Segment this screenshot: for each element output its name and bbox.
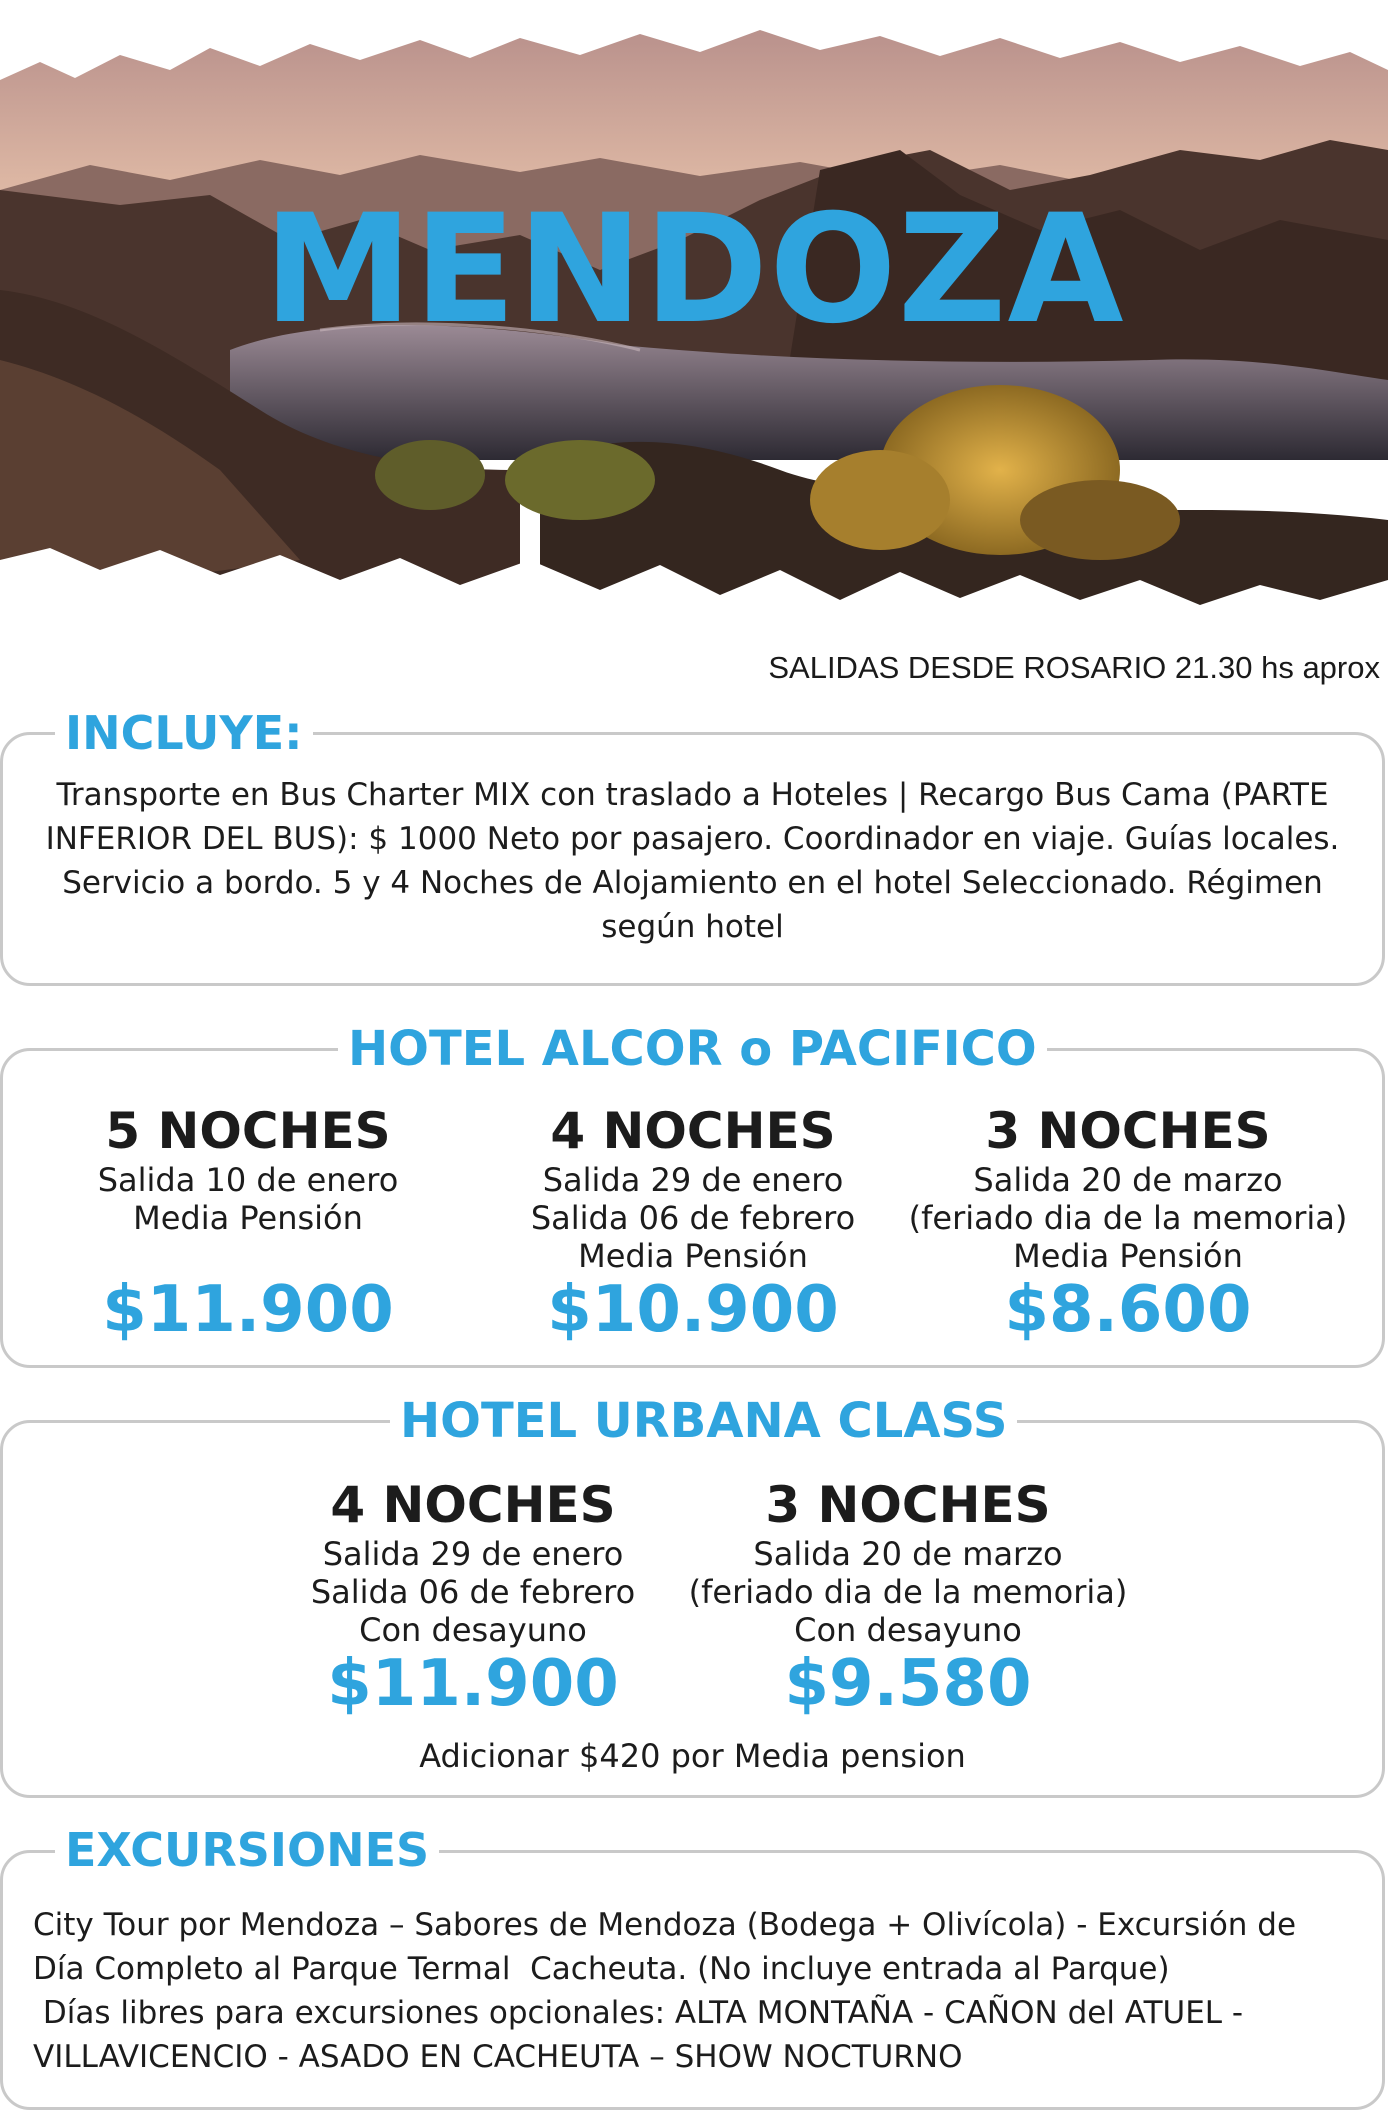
price: $8.600 bbox=[1004, 1273, 1252, 1347]
excursions-line: City Tour por Mendoza – Sabores de Mendoza (Bodega + Olivícola) - Excursión de bbox=[33, 1907, 1297, 1943]
hotel-urbana-option bbox=[283, 1475, 663, 1719]
departure-note: SALIDAS DESDE ROSARIO 21.30 hs aprox bbox=[768, 650, 1380, 685]
detail-line: (feriado dia de la memoria) bbox=[908, 1199, 1348, 1237]
detail-line: Con desayuno bbox=[794, 1611, 1022, 1649]
excursions-line: Día Completo al Parque Termal Cacheuta. (No incluye entrada al Parque) bbox=[33, 1951, 1170, 1987]
excursions-line: Días libres para excursiones opcionales: ALTA MONTAÑA - CAÑON del ATUEL - bbox=[33, 1995, 1244, 2031]
detail-line: Salida 06 de febrero bbox=[310, 1573, 636, 1611]
detail-line: Con desayuno bbox=[359, 1611, 587, 1649]
nights-label: 4 NOCHES bbox=[550, 1102, 836, 1160]
hotel-alcor-option bbox=[903, 1101, 1353, 1345]
option-details bbox=[683, 1535, 1133, 1649]
hotel-alcor-panel bbox=[0, 1021, 1385, 1368]
detail-line: Salida 29 de enero bbox=[542, 1161, 844, 1199]
nights-label: 5 NOCHES bbox=[105, 1102, 391, 1160]
hero-banner bbox=[0, 0, 1388, 615]
includes-text: Transporte en Bus Charter MIX con traslado a Hoteles | Recargo Bus Cama (PARTE INFERIOR DEL BUS): $ 1000 Neto por pasajero. Coordinador en viaje. Guías locales. Servicio a bordo. 5 y 4 Noches de Alojamiento en el hotel Seleccionado. Régimen según hotel bbox=[45, 777, 1340, 945]
detail-line: Salida 20 de marzo bbox=[973, 1161, 1283, 1199]
excursions-line: VILLAVICENCIO - ASADO EN CACHEUTA – SHOW NOCTURNO bbox=[33, 2039, 963, 2075]
price: $9.580 bbox=[784, 1647, 1032, 1721]
option-details bbox=[508, 1161, 878, 1275]
detail-line: Salida 10 de enero bbox=[97, 1161, 399, 1199]
hotel-alcor-heading: HOTEL ALCOR o PACIFICO bbox=[338, 1025, 1047, 1073]
option-details bbox=[63, 1161, 433, 1275]
detail-line: Media Pensión bbox=[578, 1237, 808, 1275]
hotel-alcor-option bbox=[508, 1101, 878, 1345]
detail-line: Media Pensión bbox=[133, 1199, 363, 1237]
hotel-urbana-option bbox=[683, 1475, 1133, 1719]
hotel-urbana-heading: HOTEL URBANA CLASS bbox=[390, 1397, 1017, 1445]
nights-label: 4 NOCHES bbox=[330, 1476, 616, 1534]
hotel-urbana-panel bbox=[0, 1393, 1385, 1798]
excursions-heading: EXCURSIONES bbox=[55, 1827, 439, 1873]
includes-heading: INCLUYE: bbox=[55, 710, 313, 756]
detail-line: Salida 29 de enero bbox=[322, 1535, 624, 1573]
nights-label: 3 NOCHES bbox=[765, 1476, 1051, 1534]
detail-line: Media Pensión bbox=[1013, 1237, 1243, 1275]
detail-line: Salida 06 de febrero bbox=[530, 1199, 856, 1237]
price: $11.900 bbox=[102, 1273, 394, 1347]
price: $11.900 bbox=[327, 1647, 619, 1721]
option-details bbox=[283, 1535, 663, 1649]
destination-title: MENDOZA bbox=[263, 183, 1125, 357]
price: $10.900 bbox=[547, 1273, 839, 1347]
half-board-note: Adicionar $420 por Media pension bbox=[419, 1737, 966, 1775]
includes-panel bbox=[0, 706, 1385, 986]
option-details bbox=[903, 1161, 1353, 1275]
detail-line: Salida 20 de marzo bbox=[753, 1535, 1063, 1573]
excursions-panel bbox=[0, 1823, 1385, 2110]
detail-line: (feriado dia de la memoria) bbox=[688, 1573, 1128, 1611]
excursions-text bbox=[33, 1903, 1362, 2079]
nights-label: 3 NOCHES bbox=[985, 1102, 1271, 1160]
hotel-alcor-option bbox=[63, 1101, 433, 1345]
